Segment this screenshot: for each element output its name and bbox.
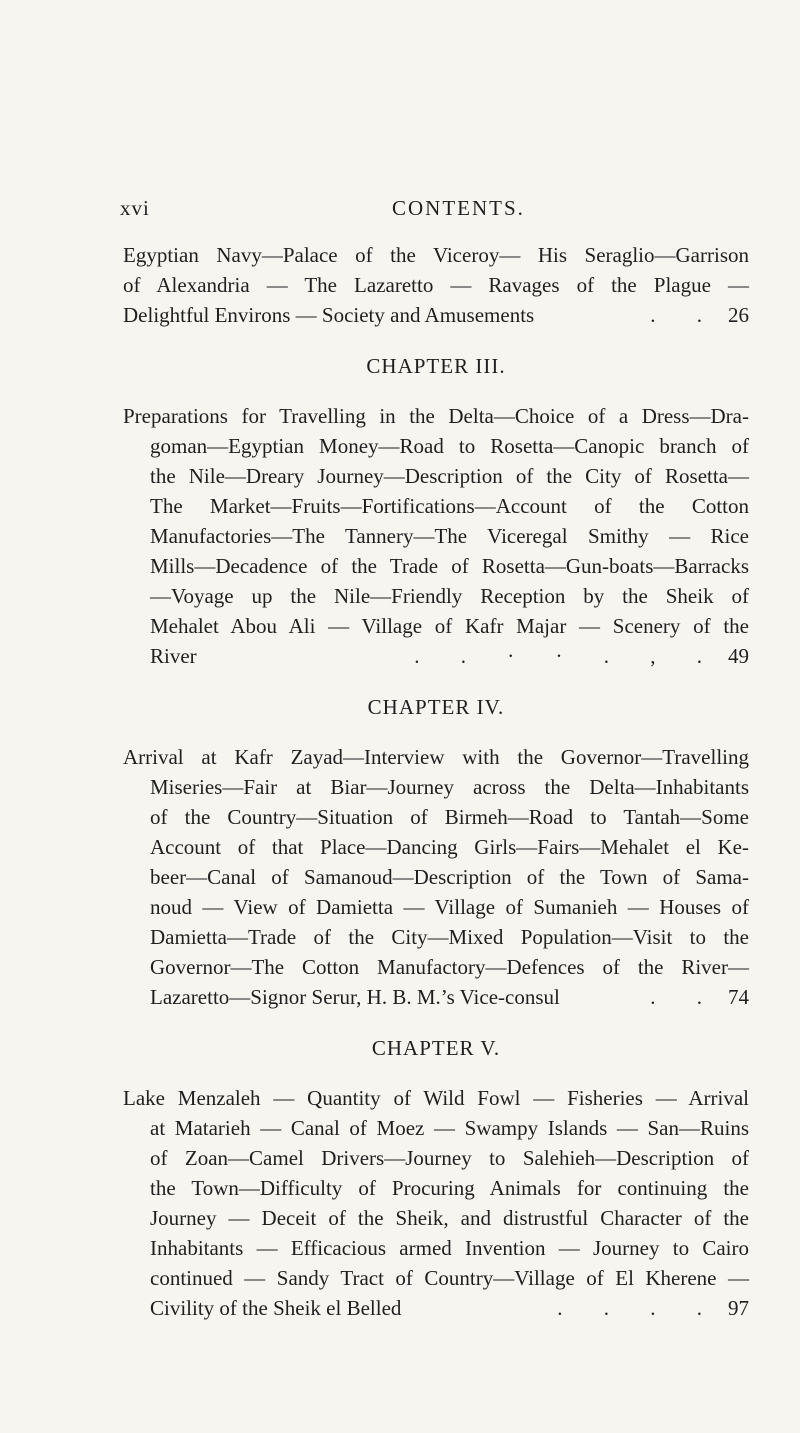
toc-line: goman—Egyptian Money—Road to Rosetta—Canopic branch of — [150, 434, 749, 458]
toc-line: continued — Sandy Tract of Country—Village of El Kherene — — [150, 1266, 749, 1290]
chapter-heading: CHAPTER V. — [371, 1036, 501, 1060]
page-ref: 26 — [728, 303, 749, 327]
dot-leader: . . . . — [557, 1296, 720, 1320]
toc-line-last: River . . · · . , . 49 — [123, 641, 749, 671]
toc-line: the Nile—Dreary Journey—Description of the City of Rosetta— — [150, 464, 749, 488]
toc-line: of Alexandria — The Lazaretto — Ravages of the Plague — — [123, 273, 749, 297]
toc-line: noud — View of Damietta — Village of Sumanieh — Houses of — [150, 895, 749, 919]
toc-entry-chapter-4 — [123, 742, 749, 1012]
toc-line: Egyptian Navy—Palace of the Viceroy— His Seraglio—Garrison — [123, 243, 749, 267]
toc-line: of the Country—Situation of Birmeh—Road to Tantah—Some — [150, 805, 749, 829]
chapter-heading: CHAPTER III. — [366, 354, 506, 378]
dot-leader: . . — [650, 985, 720, 1009]
toc-line-last: Civility of the Sheik el Belled . . . . 97 — [123, 1293, 749, 1323]
toc-line: Arrival at Kafr Zayad—Interview with the Governor—Travelling — [123, 745, 749, 769]
toc-line: Inhabitants — Efficacious armed Invention — Journey to Cairo — [150, 1236, 749, 1260]
contents-body — [123, 240, 749, 1323]
toc-line: at Matarieh — Canal of Moez — Swampy Islands — San—Ruins — [150, 1116, 749, 1140]
toc-line-last: Lazaretto—Signor Serur, H. B. M.’s Vice-consul . . 74 — [123, 982, 749, 1012]
toc-entry-chapter-3 — [123, 401, 749, 671]
page-ref: 97 — [728, 1296, 749, 1320]
running-head — [120, 196, 740, 226]
toc-entry-continued — [123, 240, 749, 330]
toc-line: Mills—Decadence of the Trade of Rosetta—Gun-boats—Barracks — [150, 554, 749, 578]
page-ref: 49 — [728, 644, 749, 668]
chapter-heading: CHAPTER IV. — [367, 695, 505, 719]
toc-line: Preparations for Travelling in the Delta—Choice of a Dress—Dra- — [123, 404, 749, 428]
running-title: CONTENTS. — [392, 196, 525, 220]
toc-line: Governor—The Cotton Manufactory—Defences of the River— — [150, 955, 749, 979]
toc-line: Account of that Place—Dancing Girls—Fairs—Mehalet el Ke- — [150, 835, 749, 859]
toc-line: Damietta—Trade of the City—Mixed Population—Visit to the — [150, 925, 749, 949]
page-ref: 74 — [728, 985, 749, 1009]
page-number: xvi — [120, 196, 150, 220]
toc-line: Miseries—Fair at Biar—Journey across the Delta—Inhabitants — [150, 775, 749, 799]
toc-line: Journey — Deceit of the Sheik, and distrustful Character of the — [150, 1206, 749, 1230]
toc-line: Lake Menzaleh — Quantity of Wild Fowl — Fisheries — Arrival — [123, 1086, 749, 1110]
toc-line-last: Delightful Environs — Society and Amusements . . 26 — [123, 300, 749, 330]
toc-line: the Town—Difficulty of Procuring Animals for continuing the — [150, 1176, 749, 1200]
toc-line: Mehalet Abou Ali — Village of Kafr Majar — Scenery of the — [150, 614, 749, 638]
toc-entry-chapter-5 — [123, 1083, 749, 1323]
toc-line: —Voyage up the Nile—Friendly Reception by the Sheik of — [150, 584, 749, 608]
toc-line: beer—Canal of Samanoud—Description of the Town of Sama- — [150, 865, 749, 889]
dot-leader: . . · · . , . — [414, 644, 720, 668]
dot-leader: . . — [650, 303, 720, 327]
toc-line: of Zoan—Camel Drivers—Journey to Salehieh—Description of — [150, 1146, 749, 1170]
toc-line: The Market—Fruits—Fortifications—Account of the Cotton — [150, 494, 749, 518]
toc-line: Manufactories—The Tannery—The Viceregal Smithy — Rice — [150, 524, 749, 548]
